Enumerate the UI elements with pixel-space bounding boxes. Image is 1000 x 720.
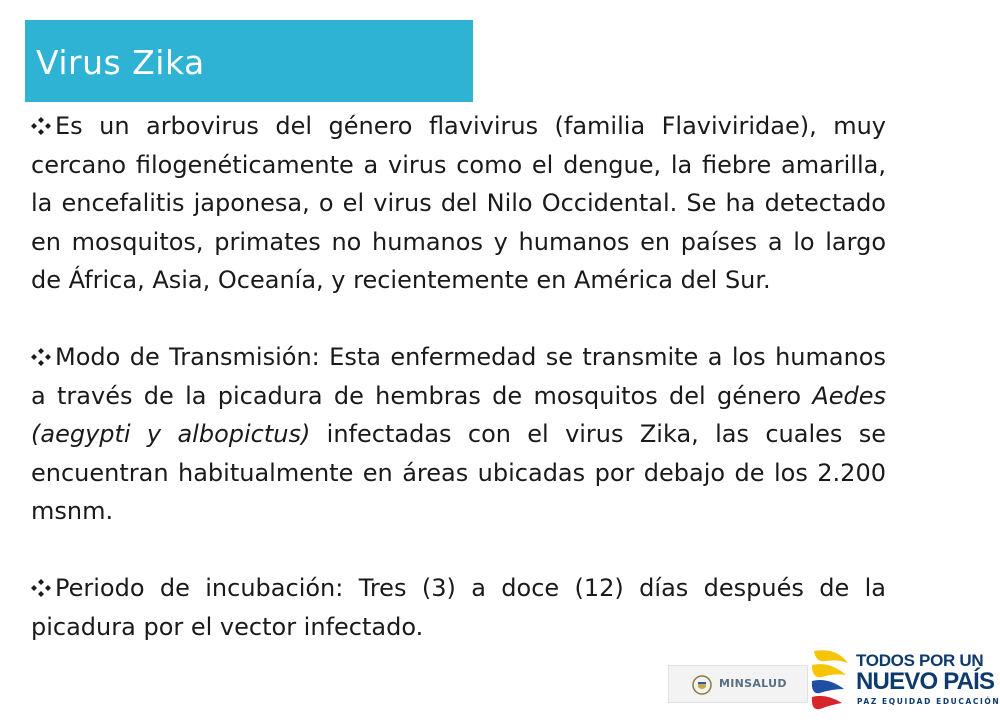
colombia-flag-mark-icon [808, 645, 853, 720]
diamond-bullet-icon [31, 578, 51, 598]
bullet-paragraph-2 [31, 338, 886, 531]
bullet-paragraph-3 [31, 569, 886, 646]
slide-title: Virus Zika [36, 43, 205, 82]
coat-of-arms-icon [691, 674, 713, 696]
bullet-text-1: Es un arbovirus del género flavivirus (familia Flaviviridae), muy cercano filogenéticamente a virus como el dengue, la fiebre amarilla, la encefalitis japonesa, o el virus del Nilo Occidental. Se ha detectado en mosquitos, primates no humanos y humanos en países a lo largo de África, Asia, Oceanía, y recientemente en América del Sur. [31, 112, 886, 294]
bullet-text-2b: infectadas con el virus Zika, las cuales se encuentran habitualmente en áreas ubicadas por debajo de los 2.200 msnm. [31, 420, 886, 525]
title-bar [25, 20, 473, 102]
logo-line-1: TODOS POR UN [856, 651, 984, 670]
bullet-paragraph-1 [31, 107, 886, 300]
bullet-text-2a: Modo de Transmisión: Esta enfermedad se transmite a los humanos a través de la picadura de hembras de mosquitos del género [31, 343, 886, 410]
diamond-bullet-icon [31, 116, 51, 136]
diamond-bullet-icon [31, 347, 51, 367]
species-name: Aedes (aegypti y albopictus) [31, 381, 886, 448]
minsalud-logo [668, 665, 808, 703]
minsalud-text: MINSALUD [719, 677, 787, 690]
logo-line-2: NUEVO PAÍS [856, 668, 995, 695]
bullet-text-3: Periodo de incubación: Tres (3) a doce (12) días después de la picadura por el vector infectado. [31, 574, 886, 641]
footer-logos [668, 645, 1000, 720]
slide-content [31, 107, 886, 685]
todos-por-un-nuevo-pais-logo [856, 651, 1000, 720]
logo-line-3: PAZ EQUIDAD EDUCACIÓN [857, 697, 1000, 706]
